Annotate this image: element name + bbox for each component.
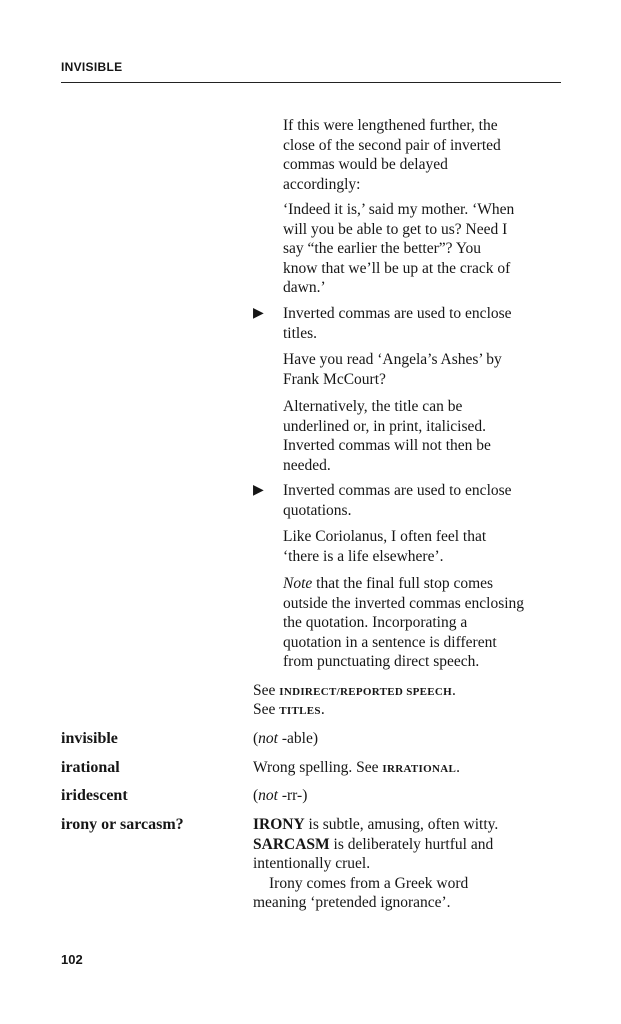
paragraph-lengthened bbox=[283, 116, 565, 194]
text-line: quotations. bbox=[283, 501, 352, 519]
example-coriolanus bbox=[283, 527, 565, 566]
cross-reference: INDIRECT/REPORTED SPEECH bbox=[279, 686, 453, 698]
text-fragment: -rr-) bbox=[277, 787, 308, 804]
text-line: close of the second pair of inverted bbox=[283, 136, 501, 154]
page-number: 102 bbox=[61, 952, 83, 967]
note-paragraph bbox=[283, 574, 565, 672]
entry-definition bbox=[253, 758, 543, 780]
text-line: Inverted commas are used to enclose bbox=[283, 305, 512, 322]
text-line: commas would be delayed bbox=[283, 156, 448, 173]
entry-definition bbox=[253, 729, 543, 749]
text-line: ‘Indeed it is,’ said my mother. ‘When bbox=[283, 201, 515, 218]
text-line: know that we’ll be up at the crack of bbox=[283, 259, 511, 277]
not-label: not bbox=[258, 787, 278, 804]
text-line: quotation in a sentence is different bbox=[283, 633, 497, 651]
text-line: Inverted commas are used to enclose bbox=[283, 482, 512, 499]
text-line: dawn.’ bbox=[283, 279, 326, 296]
bullet-titles bbox=[253, 304, 565, 343]
text-line: ‘there is a life elsewhere’. bbox=[283, 547, 444, 565]
cross-reference: TITLES bbox=[279, 705, 321, 717]
term-irony: IRONY bbox=[253, 816, 305, 833]
see-reference bbox=[253, 700, 325, 722]
example-mother-quote bbox=[283, 200, 565, 298]
text-line: Have you read ‘Angela’s Ashes’ by bbox=[283, 351, 502, 368]
text-fragment: is subtle, amusing, often witty. bbox=[304, 816, 499, 833]
text-line: meaning ‘pretended ignorance’. bbox=[253, 894, 451, 911]
not-label: not bbox=[258, 730, 278, 747]
example-angelas-ashes bbox=[283, 350, 565, 389]
entry-headword: irational bbox=[61, 759, 120, 776]
text-fragment: Wrong spelling. See bbox=[253, 759, 383, 776]
paren: ( bbox=[253, 787, 259, 804]
paragraph-alternatively bbox=[283, 397, 565, 475]
text-line: Irony comes from a Greek word bbox=[269, 874, 469, 892]
text-line: needed. bbox=[283, 456, 331, 474]
see-suffix: . bbox=[452, 682, 456, 699]
see-suffix: . bbox=[320, 701, 325, 718]
text-line: Alternatively, the title can be bbox=[283, 398, 463, 415]
text-line: say “the earlier the better”? You bbox=[283, 240, 481, 257]
text-fragment: . bbox=[456, 759, 460, 776]
entry-definition bbox=[253, 815, 543, 913]
entry-headword: irony or sarcasm? bbox=[61, 816, 184, 833]
text-fragment: -able) bbox=[277, 730, 318, 747]
text-line: outside the inverted commas enclosing bbox=[283, 594, 525, 612]
note-label: Note bbox=[283, 575, 313, 592]
term-sarcasm: SARCASM bbox=[253, 835, 330, 853]
text-line bbox=[253, 835, 543, 855]
header-rule bbox=[61, 82, 561, 83]
bullet-arrow-icon: ▶ bbox=[253, 306, 264, 321]
running-head: INVISIBLE bbox=[61, 60, 123, 74]
entry-headword: invisible bbox=[61, 730, 118, 747]
text-line: Inverted commas will not then be bbox=[283, 437, 491, 454]
bullet-arrow-icon: ▶ bbox=[253, 483, 264, 498]
text-line: Like Coriolanus, I often feel that bbox=[283, 528, 487, 545]
text-line bbox=[283, 574, 565, 594]
see-prefix: See bbox=[253, 701, 280, 718]
text-line: titles. bbox=[283, 324, 318, 342]
text-line: accordingly: bbox=[283, 175, 361, 193]
text-line: the quotation. Incorporating a bbox=[283, 614, 468, 631]
text-fragment: that the final full stop comes bbox=[312, 575, 494, 592]
text-line: underlined or, in print, italicised. bbox=[283, 417, 486, 435]
bullet-quotations bbox=[253, 481, 565, 520]
text-line: will you be able to get to us? Need I bbox=[283, 220, 508, 238]
text-fragment: is deliberately hurtful and bbox=[329, 835, 494, 853]
text-line: from punctuating direct speech. bbox=[283, 653, 480, 670]
paren: ( bbox=[253, 730, 259, 747]
text-line: intentionally cruel. bbox=[253, 855, 371, 872]
text-line: If this were lengthened further, the bbox=[283, 117, 498, 134]
cross-reference: IRRATIONAL bbox=[382, 763, 457, 775]
text-line: Frank McCourt? bbox=[283, 370, 386, 388]
see-prefix: See bbox=[253, 682, 280, 699]
entry-headword: iridescent bbox=[61, 787, 128, 804]
text-line bbox=[253, 815, 543, 835]
entry-definition bbox=[253, 786, 543, 806]
